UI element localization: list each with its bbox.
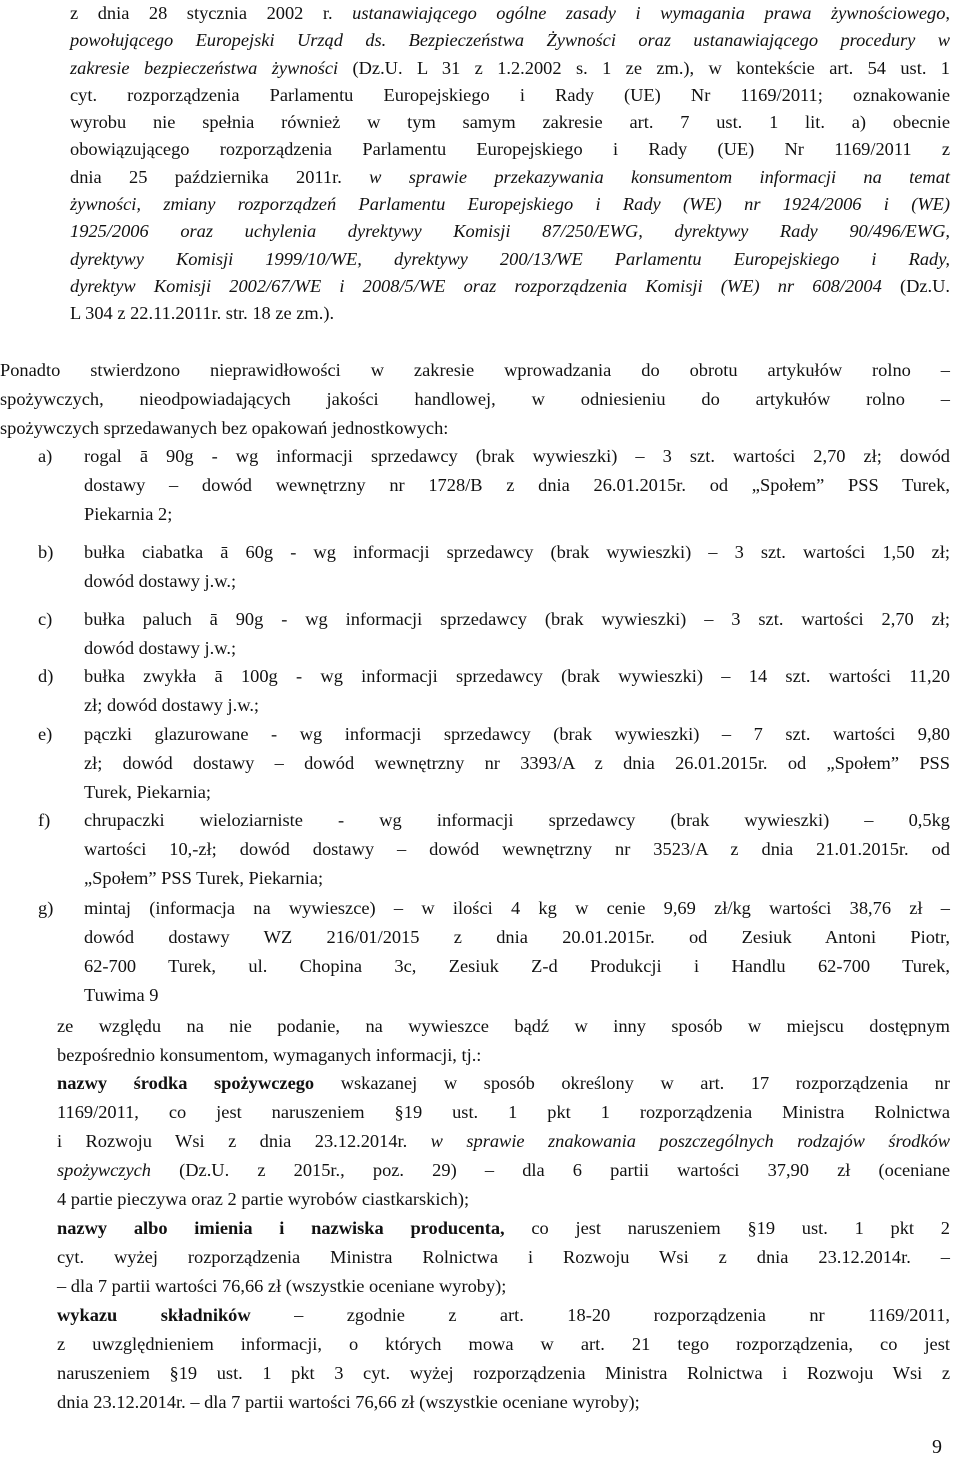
ingredients-violation: wykazu składników – zgodnie z art. 18-20 rozporządzenia nr 1169/2011, z uwzględnieniem informacji, o których mowa w art. 21 tego rozporządzenia, co jest naruszeniem §19 ust. 1 pkt 3 cyt. wyżej rozporządzenia Ministra Rolnictwa i Rozwoju Wsi z dnia 23.12.2014r. – dla 7 partii wartości 76,66 zł (wszystkie oceniane wyroby); [57,1305,950,1412]
page-number: 9 [932,1436,942,1458]
reason-paragraph: ze względu na nie podanie, na wywieszce bądź w inny sposób w miejscu dostępnym bezpośrednio konsumentom, wymaganych informacji, tj.: [57,1016,950,1065]
legal-basis-paragraph: z dnia 28 stycznia 2002 r. ustanawiającego ogólne zasady i wymagania prawa żywnościowego, powołującego Europejski Urząd ds. Bezpieczeństwa Żywności oraz ustanawiającego procedury w zakresie bezpieczeństwa żywności (Dz.U. L 31 z 1.2.2002 s. 1 ze zm.), w kontekście art. 54 ust. 1 cyt. rozporządzenia Parlamentu Europejskiego i Rady (UE) Nr 1169/2011; oznakowanie wyrobu nie spełnia również w tym samym zakresie art. 7 ust. 1 lit. a) obecnie obowiązującego rozporządzenia Parlamentu Europejskiego i Rady (UE) Nr 1169/2011 z dnia 25 października 2011r. w sprawie przekazywania konsumentom informacji na temat żywności, zmiany rozporządzeń Parlamentu Europejskiego i Rady (WE) nr 1924/2006 i (WE) 1925/2006 oraz uchylenia dyrektywy Komisji 87/250/EWG, dyrektywy Rady 90/496/EWG, dyrektywy Komisji 1999/10/WE, dyrektywy 200/13/WE Parlamentu Europejskiego i Rady, dyrektyw Komisji 2002/67/WE i 2008/5/WE oraz rozporządzenia Komisji (WE) nr 608/2004 (Dz.U. L 304 z 22.11.2011r. str. 18 ze zm.). [70,3,951,324]
food-name-violation: nazwy środka spożywczego wskazanej w sposób określony w art. 17 rozporządzenia nr 1169/2011, co jest naruszeniem §19 ust. 1 pkt 1 rozporządzenia Ministra Rolnictwa i Rozwoju Wsi z dnia 23.12.2014r. w sprawie znakowania poszczególnych rodzajów środków spożywczych (Dz.U. z 2015r., poz. 29) – dla 6 partii wartości 37,90 zł (oceniane 4 partie pieczywa oraz 2 partie wyrobów ciastkarskich); [57,1073,950,1209]
producer-name-violation: nazwy albo imienia i nazwiska producenta, co jest naruszeniem §19 ust. 1 pkt 2 cyt. wyżej rozporządzenia Ministra Rolnictwa i Rozwoju Wsi z dnia 23.12.2014r. – – dla 7 partii wartości 76,66 zł (wszystkie oceniane wyroby); [57,1218,950,1296]
intro-paragraph: Ponadto stwierdzono nieprawidłowości w zakresie wprowadzania do obrotu artykułów rolno – spożywczych, nieodpowiadających jakości handlowej, w odniesieniu do artykułów rolno – spożywczych sprzedawanych bez opakowań jednostkowych: [0,360,950,438]
